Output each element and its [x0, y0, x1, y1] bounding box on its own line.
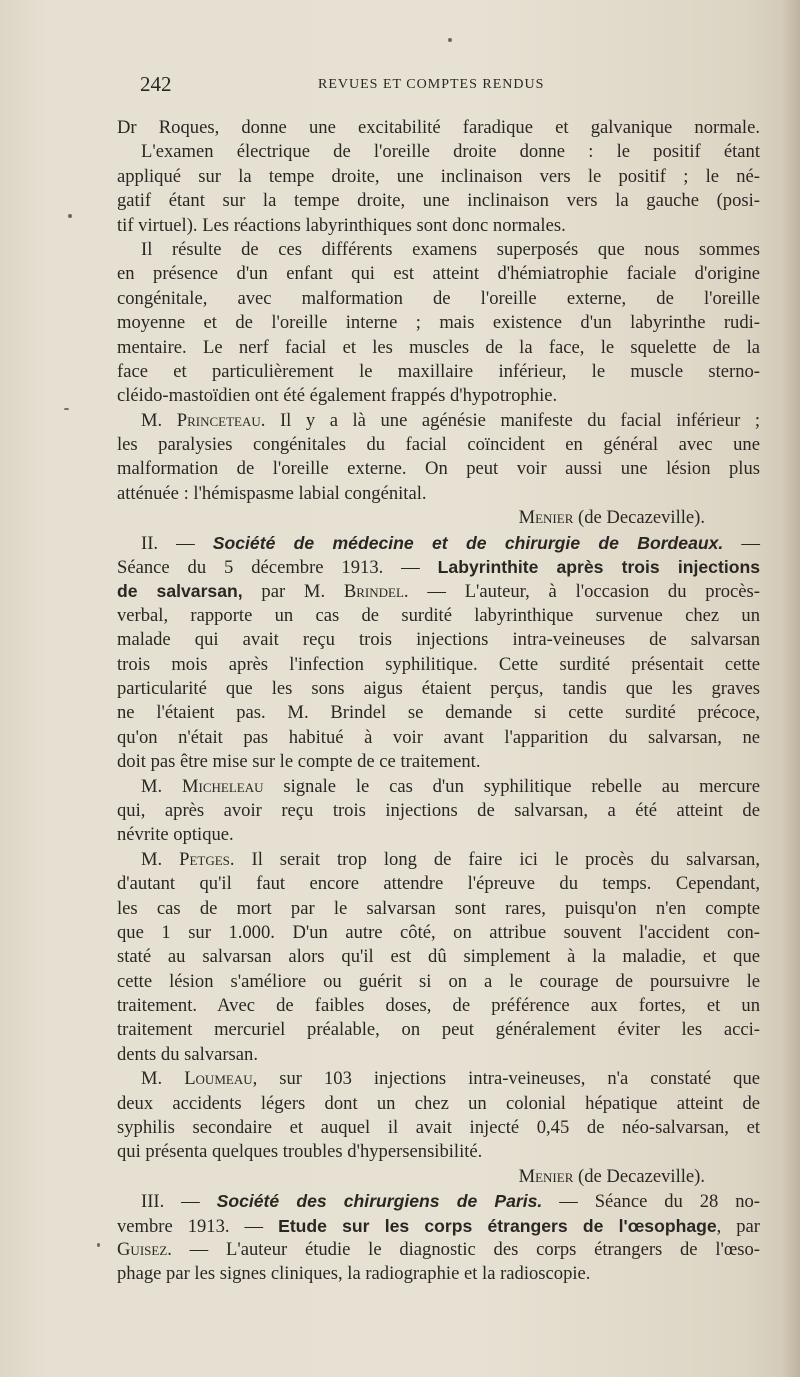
text-run: II. —	[141, 532, 213, 554]
text-line: appliqué sur la tempe droite, une inclinaison vers le positif ; le né-	[117, 165, 760, 187]
article-body	[117, 116, 760, 1287]
society-title: Société de médecine et de chirurgie de Bordeaux.	[212, 532, 724, 553]
text-run: par M.	[242, 581, 344, 603]
text-line: atténuée : l'hémispasme labial congénital.	[117, 482, 427, 504]
text-line: face et particulièrement le maxillaire inférieur, le muscle sterno-	[117, 360, 760, 382]
text-line: Dr Roques, donne une excitabilité faradique et galvanique normale.	[117, 117, 760, 138]
text-line: que 1 sur 1.000. D'un autre côté, on attribue souvent l'accident con-	[117, 921, 760, 943]
text-line	[117, 1214, 760, 1238]
text-line: traitement mercuriel préalable, on peut généralement éviter les acci-	[117, 1019, 760, 1041]
text-line: traitement. Avec de faibles doses, de préférence aux fortes, et un	[117, 995, 760, 1017]
text-run: . — L'auteur étudie le diagnostic des corps étrangers de l'œso-	[167, 1238, 760, 1260]
article-title: Labyrinthite après trois injections	[437, 557, 760, 578]
text-run: , sur 103 injections intra-veineuses, n'a constaté que	[252, 1068, 760, 1090]
signature-line	[117, 506, 760, 530]
text-line: trois mois après l'infection syphilitique. Cette surdité présentait cette	[117, 653, 760, 675]
text-line: dents du salvarsan.	[117, 1043, 258, 1065]
text-line: verbal, rapporte un cas de surdité labyrinthique survenue chez un	[117, 604, 760, 626]
text-line: qui présenta quelques troubles d'hypersensibilité.	[117, 1141, 483, 1163]
text-run: Séance du 5 décembre 1913. —	[117, 557, 438, 579]
text-line: malformation de l'oreille externe. On peut voir aussi une lésion plus	[117, 458, 760, 480]
text-line: d'autant qu'il faut encore attendre l'épreuve du temps. Cependant,	[117, 873, 760, 895]
text-run: III. —	[141, 1191, 217, 1213]
text-line	[117, 848, 760, 872]
author-name: M. Princeteau.	[141, 409, 266, 431]
article-title: Etude sur les corps étrangers de l'œsophage	[278, 1215, 717, 1236]
running-title: REVUES ET COMPTES RENDUS	[318, 77, 545, 92]
text-run: (de Decazeville).	[573, 507, 705, 529]
author-name: Petges	[179, 848, 230, 870]
text-line	[117, 1238, 760, 1262]
author-name: Brindel	[343, 581, 404, 603]
author-name: Menier	[518, 1165, 574, 1187]
text-run: , par	[716, 1215, 760, 1237]
text-line: mentaire. Le nerf facial et les muscles de la face, le squelette de la	[117, 336, 760, 358]
text-line: congénitale, avec malformation de l'oreille externe, de l'oreille	[117, 287, 760, 309]
text-line	[117, 775, 760, 799]
text-line: ne l'étaient pas. M. Brindel se demande si cette surdité précoce,	[117, 702, 760, 724]
text-run: signale le cas d'un syphilitique rebelle au mercure	[263, 775, 760, 797]
text-line: qu'on n'était pas habitué à voir avant l'apparition du salvarsan, ne	[117, 726, 760, 748]
text-run: . Il serait trop long de faire ici le procès du salvarsan,	[229, 848, 760, 870]
text-line: moyenne et de l'oreille interne ; mais existence d'un labyrinthe rudi-	[117, 312, 760, 334]
text-line: les paralysies congénitales du facial coïncident en général avec une	[117, 434, 760, 456]
text-run: (de Decazeville).	[573, 1165, 705, 1187]
author-name: Loumeau	[184, 1068, 253, 1090]
text-line	[117, 1189, 760, 1213]
page-spine-shadow	[782, 0, 800, 1377]
society-title: Société des chirurgiens de Paris.	[216, 1191, 543, 1212]
text-line: qui, après avoir reçu trois injections de salvarsan, a été atteint de	[117, 799, 760, 821]
text-line: staté au salvarsan alors qu'il est dû simplement à la maladie, et que	[117, 946, 760, 968]
text-line: cette lésion s'améliore ou guérit si on a le courage de poursuivre le	[117, 970, 760, 992]
text-line: cléido-mastoïdien ont été également frappés d'hypotrophie.	[117, 385, 558, 407]
text-line	[117, 531, 760, 555]
author-name: Micheleau	[182, 775, 264, 797]
article-title: de salvarsan,	[117, 581, 243, 602]
print-speck	[97, 1243, 100, 1247]
signature-line	[117, 1165, 760, 1189]
text-line	[117, 409, 760, 433]
page-header	[140, 72, 760, 100]
text-line: gatif étant sur la tempe droite, une inclinaison vers la gauche (posi-	[117, 190, 760, 212]
text-line: les cas de mort par le salvarsan sont rares, puisqu'on n'en compte	[117, 897, 760, 919]
text-line	[117, 579, 760, 603]
text-line: deux accidents légers dont un chez un colonial hépatique atteint de	[117, 1092, 760, 1114]
text-line: tif virtuel). Les réactions labyrinthiques sont donc normales.	[117, 214, 566, 236]
text-line: particularité que les sons aigus étaient perçus, tandis que les graves	[117, 677, 760, 699]
text-line: doit pas être mise sur le compte de ce traitement.	[117, 751, 481, 773]
text-run: Il y a là une agénésie manifeste du facial inférieur ;	[265, 409, 760, 431]
text-run: vembre 1913. —	[117, 1215, 279, 1237]
text-line: malade qui avait reçu trois injections intra-veineuses de salvarsan	[117, 629, 760, 651]
text-run: M.	[141, 1068, 185, 1090]
text-run: M.	[141, 848, 180, 870]
print-speck	[64, 408, 69, 410]
text-run: —	[723, 532, 760, 554]
text-line: L'examen électrique de l'oreille droite donne : le positif étant	[141, 141, 760, 163]
text-run: M.	[141, 775, 182, 797]
print-speck	[68, 214, 72, 218]
page-number: 242	[140, 72, 172, 96]
text-run: — Séance du 28 no-	[542, 1191, 760, 1213]
text-line: névrite optique.	[117, 824, 234, 846]
author-name: Menier	[518, 507, 574, 529]
text-line	[117, 1067, 760, 1091]
text-run: . — L'auteur, à l'occasion du procès-	[403, 581, 760, 603]
text-line	[117, 555, 760, 579]
text-line: Il résulte de ces différents examens superposés que nous sommes	[141, 238, 760, 260]
print-speck	[448, 38, 452, 42]
text-line: en présence d'un enfant qui est atteint d'hémiatrophie faciale d'origine	[117, 263, 760, 285]
text-line: syphilis secondaire et auquel il avait injecté 0,45 de néo-salvarsan, et	[117, 1117, 760, 1139]
text-line: phage par les signes cliniques, la radiographie et la radioscopie.	[117, 1263, 591, 1285]
author-name: Guisez	[117, 1238, 168, 1260]
